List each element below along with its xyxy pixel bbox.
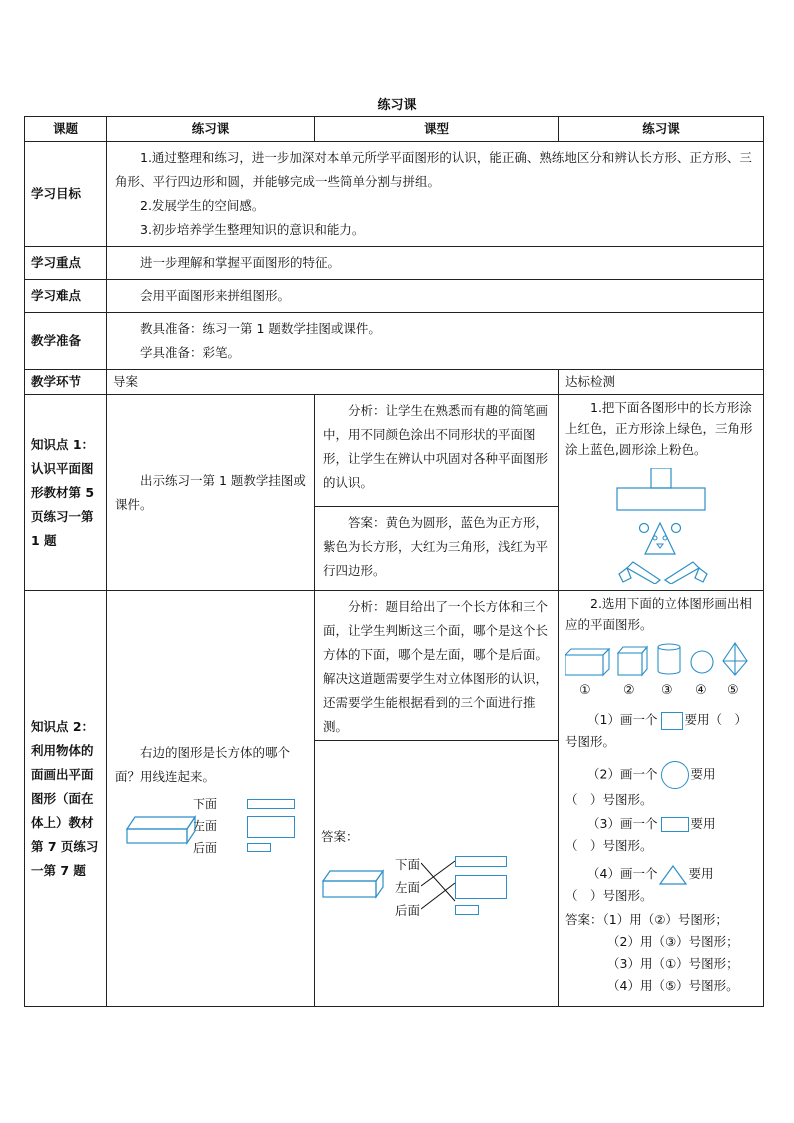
kp1-answer: 答案：黄色为圆形，蓝色为正方形，紫色为长方形，大红为三角形，浅红为平行四边形。 xyxy=(323,515,549,578)
difficulty-row xyxy=(25,280,764,313)
q1-post: 要用（ ） xyxy=(684,712,747,727)
key-label: 学习重点 xyxy=(25,247,107,280)
solids-svg xyxy=(565,641,761,679)
section-check: 达标检测 xyxy=(559,370,764,395)
key-text: 进一步理解和掌握平面图形的特征。 xyxy=(140,255,341,270)
hand-right-shape xyxy=(695,568,707,582)
robot-figure xyxy=(613,468,759,584)
q3-pre: （3）画一个 xyxy=(587,816,658,831)
kp1-row xyxy=(25,395,764,591)
header-topic-value: 练习课 xyxy=(107,117,315,142)
face-left-shape xyxy=(247,816,295,838)
q1-pre: （1）画一个 xyxy=(587,712,658,727)
difficulty-text: 会用平面图形来拼组图形。 xyxy=(140,288,291,303)
answer-face-back: 后面 xyxy=(395,903,421,918)
q2-tail: （ ）号图形。 xyxy=(565,792,653,807)
face-back-shape xyxy=(247,843,271,852)
prep-item-2: 学具准备：彩笔。 xyxy=(140,345,241,360)
nose-shape xyxy=(657,544,663,548)
question-1 xyxy=(565,709,759,753)
q3-tail: （ ）号图形。 xyxy=(565,838,653,853)
kp2-check-title: 2.选用下面的立体图形画出相应的平面图形。 xyxy=(565,596,752,632)
kp1-analysis: 分析：让学生在熟悉而有趣的简笔画中，用不同颜色涂出不同形状的平面图形，让学生在辨认中巩固对各种平面图形的认识。 xyxy=(323,403,549,490)
goal-item-3: 3.初步培养学生整理知识的意识和能力。 xyxy=(140,222,365,237)
square-shape xyxy=(651,468,671,488)
cuboid-icon xyxy=(125,815,197,847)
kp2-row xyxy=(25,591,764,1007)
answer-match-lines xyxy=(421,859,461,919)
triangle-shape xyxy=(645,523,675,554)
q2-post: 要用 xyxy=(690,766,716,782)
answer-face-bottom: 下面 xyxy=(395,857,421,872)
kp2-answer-2: （2）用（③）号图形； xyxy=(607,934,739,949)
answer-bar-bottom xyxy=(455,856,507,867)
solids-figure xyxy=(565,641,759,699)
section-label: 教学环节 xyxy=(25,370,107,395)
robot-figure-svg xyxy=(613,468,713,584)
circle-shape-left xyxy=(640,524,649,533)
solid-num-2: ② xyxy=(623,683,635,698)
kp2-analysis: 分析：题目给出了一个长方体和三个面，让学生判断这三个面，哪个是这个长方体的下面，哪个是左面，哪个是后面。解决这道题需要学生对立体图形的认识，还需要学生能根据看到的三个面进行推测。 xyxy=(323,599,549,734)
q3-rectangle-shape xyxy=(661,817,689,832)
q3-post: 要用 xyxy=(690,816,716,831)
kp2-answer-4: （4）用（⑤）号图形。 xyxy=(607,978,739,993)
kp1-check: 1.把下面各图形中的长方形涂上红色，正方形涂上绿色，三角形涂上蓝色,圆形涂上粉色。 xyxy=(565,400,753,457)
prep-row xyxy=(25,313,764,370)
kp2-answer-label: 答案： xyxy=(321,829,359,844)
face-bottom-shape xyxy=(247,799,295,809)
kp2-label: 知识点 2：利用物体的面画出平面图形（面在体上）教材第 7 页练习一第 7 题 xyxy=(25,591,107,1007)
eye-left-shape xyxy=(653,536,657,540)
header-topic-label: 课题 xyxy=(25,117,107,142)
solid-num-1: ① xyxy=(579,683,591,698)
face-label-left: 左面 xyxy=(193,818,218,833)
kp2-answers xyxy=(565,909,759,997)
question-3 xyxy=(565,813,759,857)
lesson-table xyxy=(24,116,764,1007)
prep-label: 教学准备 xyxy=(25,313,107,370)
header-type-label: 课型 xyxy=(315,117,559,142)
kp2-answer-1: 答案：（1）用（②）号图形； xyxy=(565,912,728,927)
header-type-value: 练习课 xyxy=(559,117,764,142)
answer-cuboid-icon xyxy=(321,869,385,899)
prep-item-1: 教具准备：练习一第 1 题数学挂图或课件。 xyxy=(140,321,381,336)
parallelogram-left-shape xyxy=(627,562,660,584)
goals-row xyxy=(25,142,764,247)
parallelogram-right-shape xyxy=(665,562,699,584)
kp1-guide: 出示练习一第 1 题教学挂图或课件。 xyxy=(115,472,306,512)
q2-pre: （2）画一个 xyxy=(587,766,658,782)
solid-num-4: ④ xyxy=(695,683,707,698)
kp2-guide-figure xyxy=(115,793,306,857)
document-title: 练习课 xyxy=(377,98,417,113)
hand-left-shape xyxy=(619,568,631,582)
goals-label: 学习目标 xyxy=(25,142,107,247)
eye-right-shape xyxy=(663,536,667,540)
q1-tail: 号图形。 xyxy=(565,734,616,749)
q4-post: 要用 xyxy=(688,866,714,881)
goal-item-2: 2.发展学生的空间感。 xyxy=(140,198,265,213)
kp2-guide: 右边的图形是长方体的哪个面？用线连起来。 xyxy=(115,744,291,784)
face-label-bottom: 下面 xyxy=(193,796,218,811)
answer-bar-left xyxy=(455,875,507,899)
q4-triangle-shape xyxy=(659,865,687,885)
goals-content xyxy=(107,142,764,247)
kp2-answer-3: （3）用（①）号图形； xyxy=(607,956,739,971)
circle-shape-right xyxy=(672,524,681,533)
q2-circle-shape xyxy=(661,761,689,789)
face-label-back: 后面 xyxy=(193,840,218,855)
answer-face-left: 左面 xyxy=(395,880,421,895)
header-row xyxy=(25,117,764,142)
solid-num-3: ③ xyxy=(661,683,673,698)
question-4 xyxy=(565,863,759,907)
goal-item-1: 1.通过整理和练习，进一步加深对本单元所学平面图形的认识，能正确、熟练地区分和辨认长方形、正方形、三角形、平行四边形和圆，并能够完成一些简单分割与拼组。 xyxy=(115,150,752,189)
difficulty-label: 学习难点 xyxy=(25,280,107,313)
q4-pre: （4）画一个 xyxy=(587,866,658,881)
solid-num-5: ⑤ xyxy=(727,683,739,698)
section-guide: 导案 xyxy=(107,370,559,395)
question-2 xyxy=(565,761,759,811)
kp1-label: 知识点 1：认识平面图形教材第 5 页练习一第 1 题 xyxy=(25,395,107,591)
q4-tail: （ ）号图形。 xyxy=(565,888,653,903)
q1-square-shape xyxy=(661,712,683,730)
section-row xyxy=(25,370,764,395)
key-row xyxy=(25,247,764,280)
rectangle-shape xyxy=(617,488,705,510)
